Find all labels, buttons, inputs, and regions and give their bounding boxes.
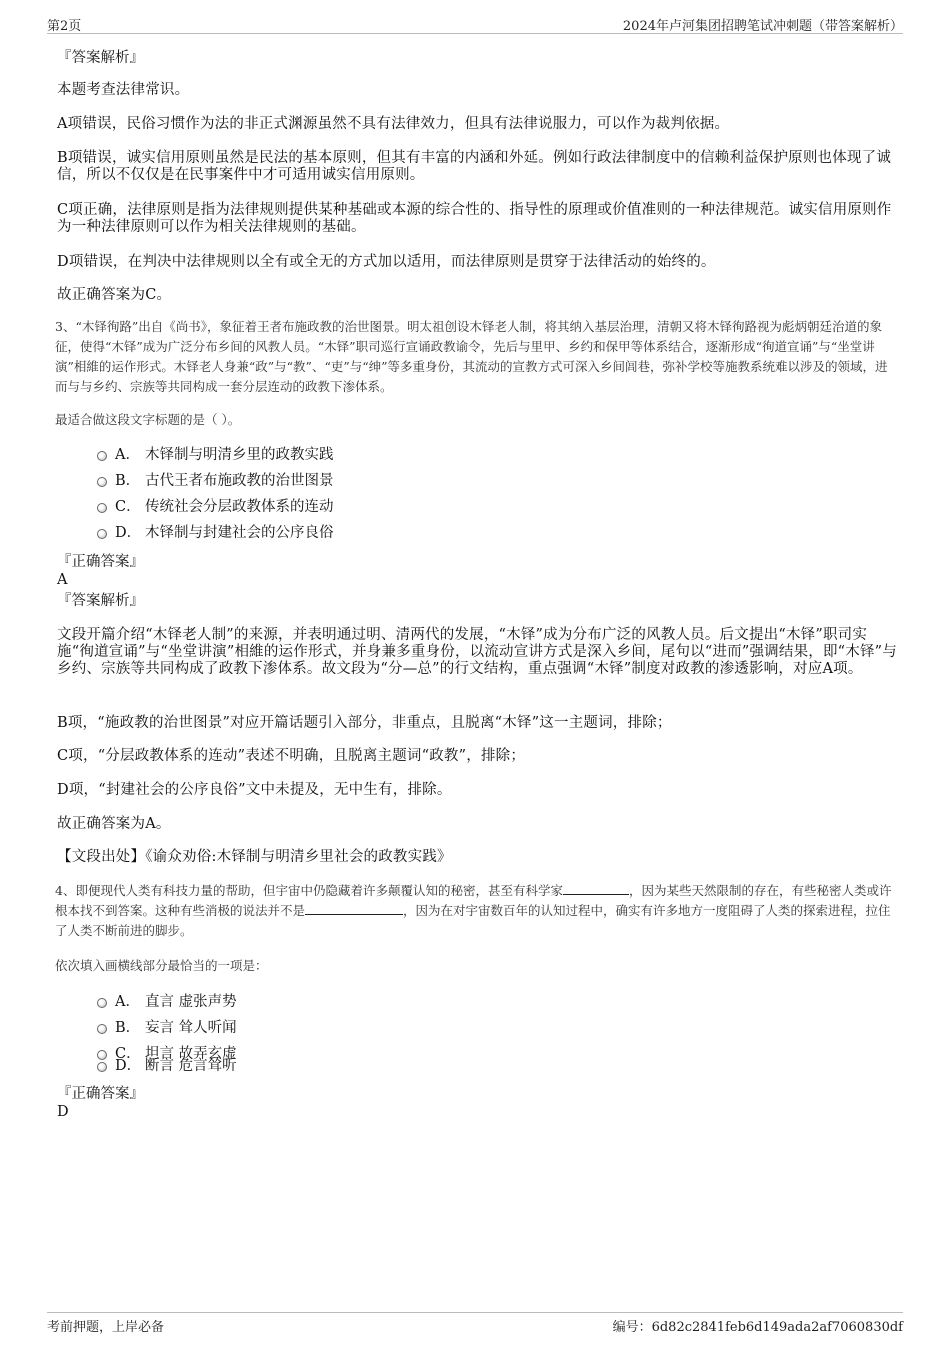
option-text: 木铎制与明清乡里的政教实践 [145,447,334,463]
analysis-item-a: A项错误，民俗习惯作为法的非正式渊源虽然不具有法律效力，但具有法律说服力，可以作为裁判依据。 [57,116,730,132]
option-text: 坦言 故弄玄虚 [145,1046,237,1062]
q3-analysis-b: B项，“施政教的治世图景”对应开篇话题引入部分，非重点，且脱离“木铎”这一主题词，排除； [57,715,672,731]
q3-analysis-main: 文段开篇介绍“木铎老人制”的来源，并表明通过明、清两代的发展，“木铎”成为分布广泛的风教人员。后文提出“木铎”职司实施“徇道宣诵”与“坐堂讲演”相維的运作形式，并身兼多重身份，以流动宣讲方式是深入乡间，尾句以“进而”强调结果，即“木铎”与乡约、宗族等共同构成了政教下渗体系。故文段为“分—总”的行文结构，重点强调“木铎”制度对政教的渗透影响，对应A项。 [57,627,897,677]
analysis-item-d: D项错误，在判决中法律规则以全有或全无的方式加以适用，而法律原则是贯穿于法律活动的始终的。 [57,254,716,270]
option-text: 直言 虚张声势 [145,994,237,1010]
option-letter: A． [115,994,140,1010]
page-number: 第2页 [47,19,82,34]
radio-icon[interactable] [97,1062,107,1072]
page-header [47,14,903,34]
q4-option-a[interactable] [97,994,237,1011]
option-text: 传统社会分层政教体系的连动 [145,499,334,515]
q3-analysis-d: D项，“封建社会的公序良俗”文中未提及，无中生有，排除。 [57,782,452,798]
footer-slogan: 考前押题，上岸必备 [47,1320,165,1335]
radio-icon[interactable] [97,998,107,1008]
document-serial: 编号：6d82c2841feb6d149ada2af7060830df [612,1320,903,1335]
analysis-heading-prev: 『答案解析』 [57,50,144,66]
analysis-conclusion: 故正确答案为C。 [57,287,172,303]
fill-blank-2[interactable] [305,903,403,915]
q4-option-d[interactable] [97,1058,237,1075]
q4-answer: D [57,1104,69,1120]
question-3-text: 3、“木铎徇路”出自《尚书》，象征着王者布施政教的治世图景。明太祖创设木铎老人制，将其纳入基层治理，清朝又将木铎徇路视为彪炳朝廷治道的象征，使得“木铎”成为广泛分布乡间的风教人员。“木铎”职司巡行宣诵政教谕令，先后与里甲、乡约和保甲等体系结合，逐渐形成“徇道宣诵”与“坐堂讲演”相維的运作形式。木铎老人身兼“政”与“教”、“吏”与“绅”等多重身份，其流动的宣教方式可深入乡间闾巷，弥补学校等施教系统难以涉及的领域，进而与与乡约、宗族等共同构成一套分层连动的政教下渗体系。 [55,319,888,394]
question-3-prompt: 最适合做这段文字标题的是（ ）。 [55,412,241,427]
analysis-item-b: B项错误，诚实信用原则虽然是民法的基本原则，但其有丰富的内涵和外延。例如行政法律制度中的信赖利益保护原则也体现了诚信，所以不仅仅是在民事案件中才可适用诚实信用原则。 [57,150,892,183]
q4-answer-heading: 『正确答案』 [57,1086,144,1102]
option-letter: B． [115,1020,141,1036]
option-letter: C． [115,1046,141,1062]
q3-option-b[interactable] [97,473,334,490]
q3-source: 【文段出处】《谕众劝俗:木铎制与明清乡里社会的政教实践》 [57,849,452,865]
radio-icon[interactable] [97,477,107,487]
option-letter: B． [115,473,141,489]
q3-option-a[interactable] [97,447,334,464]
page-footer [47,1312,903,1334]
q3-analysis-c: C项，“分层政教体系的连动”表述不明确，且脱离主题词“政教”，排除； [57,748,526,764]
option-letter: D． [115,525,142,541]
q3-answer: A [57,572,68,588]
question-4-prompt: 依次填入画横线部分最恰当的一项是： [55,958,268,973]
q3-conclusion: 故正确答案为A。 [57,816,171,832]
radio-icon[interactable] [97,503,107,513]
radio-icon[interactable] [97,1024,107,1034]
analysis-intro: 本题考查法律常识。 [57,82,190,98]
radio-icon[interactable] [97,451,107,461]
fill-blank-1[interactable] [563,883,629,895]
q4-option-b[interactable] [97,1020,237,1037]
option-text: 断言 危言耸听 [145,1058,237,1074]
option-letter: A． [115,447,140,463]
q3-answer-heading: 『正确答案』 [57,554,144,570]
option-letter: C． [115,499,141,515]
option-text: 古代王者布施政教的治世图景 [145,473,334,489]
q3-option-d[interactable] [97,525,334,542]
option-letter: D． [115,1058,142,1074]
document-title: 2024年卢河集团招聘笔试冲刺题（带答案解析） [622,19,903,34]
radio-icon[interactable] [97,529,107,539]
analysis-item-c: C项正确，法律原则是指为法律规则提供某种基础或本源的综合性的、指导性的原理或价值准则的一种法律规范。诚实信用原则作为一种法律原则可以作为相关法律规则的基础。 [57,202,892,235]
q3-analysis-heading: 『答案解析』 [57,593,144,609]
option-text: 木铎制与封建社会的公序良俗 [145,525,334,541]
option-text: 妄言 耸人听闻 [145,1020,237,1036]
q3-option-c[interactable] [97,499,334,516]
question-4-text: 4、即便现代人类有科技力量的帮助，但宇宙中仍隐藏着许多颠覆认知的秘密，甚至有科学家 ，因为某些天然限制的存在，有些秘密人类或许根本找不到答案。这种有些消极的说法并不是 ，因为在对宇宙数百年的认知过程中，确实有许多地方一度阻碍了人类的探索进程，拉住了人类不断前进的脚步。 [55,883,892,938]
